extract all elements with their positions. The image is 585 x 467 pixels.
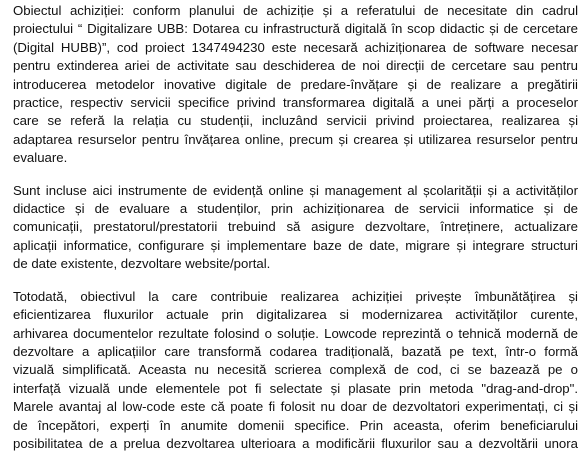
text-line: interfață vizuală unde elementele pot fi selectate și plasate prin metoda "drag-and-drop". — [13, 380, 578, 396]
text-line: Marele avantaj al low-code este că poate fi folosit nu doar de dezvoltatori experimentați, ci și — [13, 399, 578, 415]
text-line: practice, respectiv servicii specifice privind transformarea digitală a unei părți a proceselor — [13, 95, 578, 111]
text-line: Obiectul achiziției: conform planului de achiziție și a referatului de necesitate din cadrul — [13, 3, 578, 18]
text-line: posibilitatea de a prelua dezvoltarea ulterioara a modificării fluxurilor sau a dezvoltării unora — [13, 435, 578, 451]
text-line: vizuală simplificată. Aceasta nu necesită scrierea complexă de cod, ci se bazează pe o — [13, 362, 578, 378]
paragraph-totodata — [10, 288, 578, 454]
text-line: introducerea metodelor inovative digitale de predare-învățare și de realizare a pregătirii — [13, 76, 578, 92]
text-line: eficientizarea fluxurilor actuale prin digitalizarea si modernizarea activităților curente, — [13, 307, 578, 323]
text-line: care se referă la relația cu studenții, incluzând servicii privind proiectarea, realizarea și — [13, 113, 578, 129]
text-line: Sunt incluse aici instrumente de evidență online și management al școlarității și a activităților — [13, 182, 578, 198]
text-line: (Digital HUBB)”, cod proiect 1347494230 este necesară achiziționarea de software necesar — [13, 39, 578, 55]
text-line: arhivarea documentelor rezultate folosind o soluție. Lowcode reprezintă o tehnică modernă de — [13, 325, 578, 341]
text-line: evaluare. — [13, 150, 68, 166]
paragraph-instrumente — [10, 182, 578, 274]
paragraph-obiectul-achizitiei — [10, 2, 578, 168]
text-line: aplicații informatice, configurare și implementare baze de date, migrare și integrare structuri — [13, 237, 578, 253]
text-line: adaptarea resurselor pentru învățarea online, precum și crearea și utilizarea resurselor pentru — [13, 131, 578, 147]
text-line: de date existente, dezvoltare website/portal. — [13, 256, 271, 272]
text-line: Totodată, obiectivul la care contribuie realizarea achiziției privește îmbunătățirea și — [13, 288, 578, 304]
text-line: pentru extinderea ariei de activitate sau deschiderea de noi direcții de cercetare sau pentru — [13, 58, 578, 74]
text-line: de începători, experți în anumite domenii specifice. Prin aceasta, oferim beneficiarului — [13, 417, 578, 433]
document-page — [10, 2, 578, 467]
text-line: comunicații, prestatorul/prestatorii trebuind să asigure dezvoltare, întreținere, actualizare — [13, 219, 578, 235]
text-line: didactice și de evaluare a studenților, prin achiziționarea de servicii informatice și de — [13, 201, 578, 217]
text-line: proiectului “ Digitalizare UBB: Dotarea cu infrastructură digitală în scop didactic și de cercetare — [13, 21, 578, 37]
text-line: dezvoltare a aplicațiilor care transformă codarea tradițională, bazată pe text, într-o formă — [13, 343, 578, 359]
